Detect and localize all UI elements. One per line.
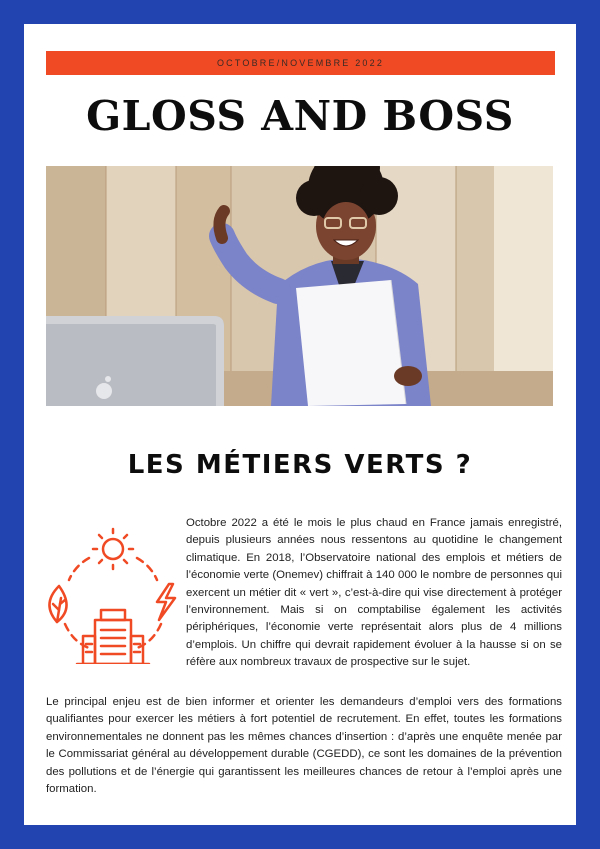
article-photo <box>46 166 553 406</box>
magazine-page <box>24 24 576 825</box>
eco-energy-icon <box>45 524 181 664</box>
issue-date: OCTOBRE/NOVEMBRE 2022 <box>216 58 385 68</box>
article-paragraph-1: Octobre 2022 a été le mois le plus chaud en France jamais enregistré, depuis plusieurs années nous ressentons au quotidine le changement climatique. En 2018, l’Observatoire national des emplois et métiers de l’économie verte (Onemev) chiffrait à 140 000 le nombre de personnes qui exercent un métier dit « vert », c’est-à-dire qui vise directement à protéger l’environnement. Mais si on comptabilise également les activités périphériques, l’économie verte représentait alors plus de 4 millions d’emplois. Un chiffre qui devrait rapidement évoluer à la hausse si on se réfère aux nombreux travaux de prospective sur le sujet. <box>186 517 562 669</box>
article-title: LES MÉTIERS VERTS ? <box>127 450 473 480</box>
article-paragraph-2: Le principal enjeu est de bien informer et orienter les demandeurs d’emploi vers des formations qualifiantes pour exercer les métiers à fort potentiel de recrutement. En effet, toutes les formations environnementales ne donnent pas les mêmes chances d’insertion : d’après une enquête menée par le Commissariat général au développement durable (CGEDD), ce sont les domaines de la prévention des pollutions et de l’énergie qui garantissent les meilleures chances de retour à l’emploi après une formation. <box>46 696 562 796</box>
issue-date-banner <box>46 51 555 75</box>
magazine-title: GLOSS AND BOSS <box>86 92 514 140</box>
